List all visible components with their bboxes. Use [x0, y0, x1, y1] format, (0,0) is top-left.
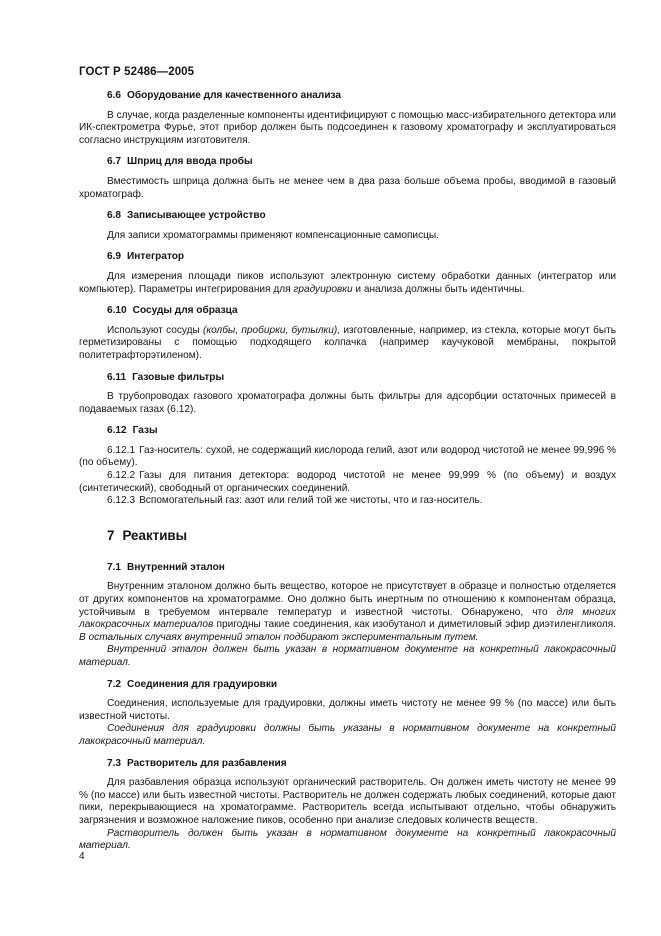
page-number: 4 [79, 851, 85, 862]
paragraph-6-7: Вместимость шприца должна быть не менее чем в два раза больше объема пробы, вводимой в газовый хроматограф. [79, 175, 616, 200]
paragraph-7-3: Для разбавления образца используют органический растворитель. Он должен иметь чистоту не менее 99 % (по массе) или быть известной чистоты. Растворитель не должен содержать любых соединений, которые дают пики, перекрывающиеся на хроматограмме. Растворитель всегда испытывают отдельно, чтобы обнаружить загрязнения и возможное наложение пиков, особенно при анализе следовых количеств веществ. [79, 777, 616, 826]
subitem-6-12-2: 6.12.2 Газы для питания детектора: водород чистотой не менее 99,999 % (по объему) и воздух (синтетический), свободный от органических соединений. [79, 470, 616, 494]
paragraph-6-6: В случае, когда разделенные компоненты идентифицируют с помощью масс-избирательного детектора или ИК-спектрометра Фурье, этот прибор должен быть подсоединен к газовому хроматографу и эксплуатироваться согласно инструкциям изготовителя. [79, 109, 616, 146]
heading-6-11: 6.11 Газовые фильтры [107, 371, 225, 383]
paragraph-7-1: Внутренним эталоном должно быть вещество, которое не присутствует в образце и полностью отделяется от других компонентов на хроматограмме. Оно должно быть инертным по отношению к компонентам образца, устойчивым в требуемом интервале температур и известной чистоты. Обнаружено, что для многих лакокрасочных материалов пригодны такие соединения, как изобутанол и диметиловый эфир диэтиленгликоля. В остальных случаях внутренний эталон подбирают экспериментальным путем. [79, 581, 616, 643]
heading-6-12: 6.12 Газы [107, 425, 158, 437]
paragraph-6-9: Для измерения площади пиков используют электронную систему обработки данных (интегратор или компьютер). Параметры интегрирования для градуировки и анализа должны быть идентичны. [79, 270, 616, 295]
paragraph-6-8: Для записи хроматограммы применяют компенсационные самописцы. [107, 229, 439, 241]
note-7-3: Растворитель должен быть указан в нормативном документе на конкретный лакокрасочный материал. [79, 827, 616, 852]
note-7-1: Внутренний эталон должен быть указан в нормативном документе на конкретный лакокрасочный материал. [79, 644, 616, 668]
section-heading-7: 7 Реактивы [107, 527, 188, 543]
heading-7-2: 7.2 Соединения для градуировки [107, 678, 278, 690]
document-body [79, 90, 616, 853]
heading-7-1: 7.1 Внутренний эталон [107, 561, 225, 573]
heading-6-9: 6.9 Интегратор [107, 251, 185, 263]
document-header: ГОСТ Р 52486—2005 [79, 66, 195, 78]
heading-6-10: 6.10 Сосуды для образца [107, 305, 238, 317]
heading-7-3: 7.3 Растворитель для разбавления [107, 757, 287, 769]
paragraph-6-10: Используют сосуды (колбы, пробирки, бутылки), изготовленные, например, из стекла, которые могут быть герметизированы с помощью подходящего колпачка (например каучуковой мембраны, покрытой политетрафторэтиленом). [79, 324, 616, 361]
heading-6-6: 6.6 Оборудование для качественного анализа [107, 90, 342, 101]
paragraph-6-11: В трубопроводах газового хроматографа должны быть фильтры для адсорбции остаточных примесей в подаваемых газах (6.12). [79, 391, 616, 415]
subitem-6-12-3: 6.12.3 Вспомогательный газ: азот или гелий той же чистоты, что и газ-носитель. [107, 495, 483, 507]
paragraph-7-2: Соединения, используемые для градуировки, должны иметь чистоту не менее 99 % (по массе) или быть известной чистоты. [79, 698, 616, 722]
note-7-2: Соединения для градуировки должны быть указаны в нормативном документе на конкретный лакокрасочный материал. [79, 723, 616, 747]
subitem-6-12-1: 6.12.1 Газ-носитель: сухой, не содержащий кислорода гелий, азот или водород чистотой не менее 99,996 % (по объему). [79, 444, 616, 469]
heading-6-8: 6.8 Записывающее устройство [107, 210, 266, 222]
heading-6-7: 6.7 Шприц для ввода пробы [107, 156, 253, 168]
